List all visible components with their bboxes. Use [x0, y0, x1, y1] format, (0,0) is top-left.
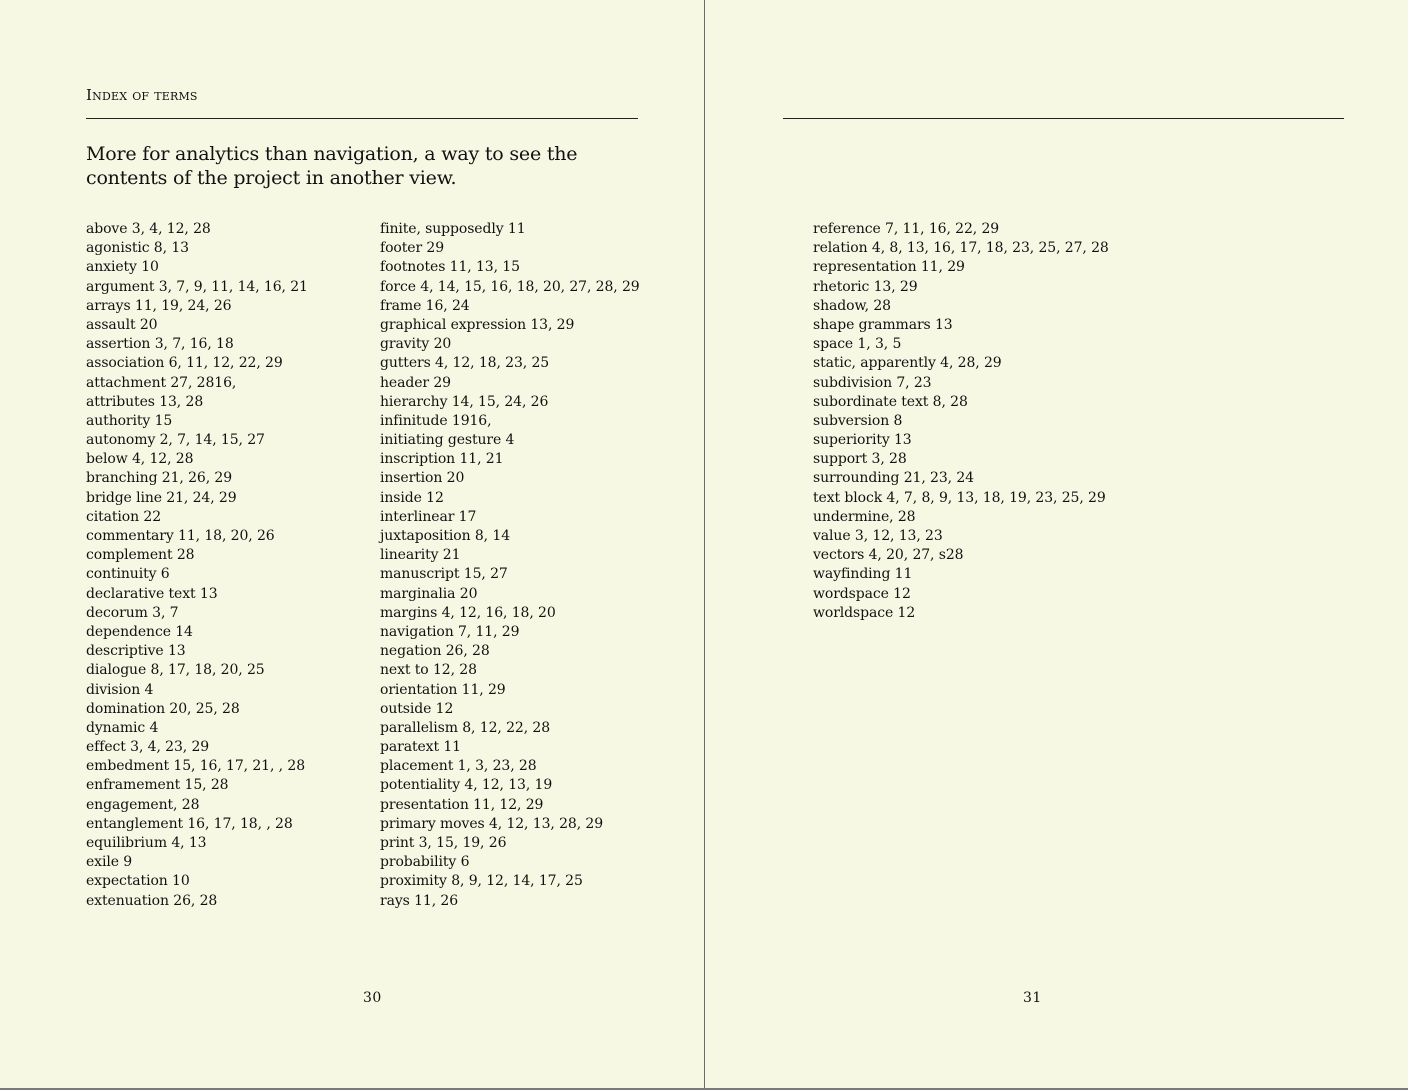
index-entry: surrounding 21, 23, 24	[813, 470, 974, 487]
index-entry: worldspace 12	[813, 604, 916, 621]
index-entry: text block 4, 7, 8, 9, 13, 18, 19, 23, 25, 29	[813, 489, 1106, 506]
index-entry: paratext 11	[380, 739, 461, 756]
index-column-3	[813, 220, 1109, 623]
index-entry: shape grammars 13	[813, 316, 953, 333]
index-entry: reference 7, 11, 16, 22, 29	[813, 221, 1000, 237]
index-column-2	[380, 220, 640, 911]
index-entry: enframement 15, 28	[86, 777, 229, 794]
index-entry: rhetoric 13, 29	[813, 278, 918, 295]
index-entry: orientation 11, 29	[380, 681, 506, 698]
intro-text: More for analytics than navigation, a way to see the contents of the project in another view.	[86, 143, 578, 189]
page-number-left: 30	[363, 990, 382, 1006]
index-entry: descriptive 13	[86, 643, 186, 660]
index-entry: space 1, 3, 5	[813, 336, 902, 353]
index-entry: wordspace 12	[813, 585, 911, 602]
index-entry: effect 3, 4, 23, 29	[86, 739, 210, 756]
index-entry: finite, supposedly 11	[380, 221, 526, 237]
index-entry: hierarchy 14, 15, 24, 26	[380, 393, 549, 410]
index-entry: engagement, 28	[86, 796, 200, 813]
index-entry: equilibrium 4, 13	[86, 835, 207, 851]
index-entry: navigation 7, 11, 29	[380, 623, 520, 640]
index-entry: decorum 3, 7	[86, 604, 179, 621]
index-entry: dynamic 4	[86, 719, 159, 736]
index-entry: marginalia 20	[380, 585, 478, 602]
left-page	[0, 0, 704, 1088]
index-entry: expectation 10	[86, 873, 190, 890]
index-entry: probability 6	[380, 854, 470, 871]
index-entry: citation 22	[86, 508, 162, 525]
index-entry: arrays 11, 19, 24, 26	[86, 297, 232, 314]
index-entry: infinitude 1916,	[380, 412, 492, 429]
index-entry: association 6, 11, 12, 22, 29	[86, 355, 283, 372]
header-rule-left	[86, 118, 638, 119]
page-number-right: 31	[1023, 990, 1042, 1006]
index-entry: parallelism 8, 12, 22, 28	[380, 719, 551, 736]
index-entry: placement 1, 3, 23, 28	[380, 758, 537, 775]
index-entry: representation 11, 29	[813, 259, 965, 276]
index-entry: declarative text 13	[86, 585, 218, 602]
index-entry: support 3, 28	[813, 451, 907, 468]
index-entry: superiority 13	[813, 432, 912, 449]
index-entry: insertion 20	[380, 470, 465, 487]
index-entry: static, apparently 4, 28, 29	[813, 355, 1002, 372]
index-entry: linearity 21	[380, 547, 461, 564]
index-entry: assertion 3, 7, 16, 18	[86, 336, 234, 353]
index-entry: subdivision 7, 23	[813, 374, 932, 391]
index-entry: potentiality 4, 12, 13, 19	[380, 777, 553, 794]
index-entry: subordinate text 8, 28	[813, 393, 968, 410]
index-entry: extenuation 26, 28	[86, 892, 218, 909]
index-entry: presentation 11, 12, 29	[380, 796, 544, 813]
index-entry: undermine, 28	[813, 508, 916, 525]
index-entry: print 3, 15, 19, 26	[380, 835, 507, 851]
index-entry: attachment 27, 2816,	[86, 374, 237, 391]
index-entry: dependence 14	[86, 623, 193, 640]
index-entry: interlinear 17	[380, 508, 477, 525]
index-entry: shadow, 28	[813, 297, 891, 314]
index-entry: initiating gesture 4	[380, 432, 515, 449]
index-entry: force 4, 14, 15, 16, 18, 20, 27, 28, 29	[380, 278, 640, 295]
index-entry: exile 9	[86, 854, 133, 871]
index-entry: attributes 13, 28	[86, 393, 204, 410]
index-entry: footnotes 11, 13, 15	[380, 259, 520, 276]
index-entry: juxtaposition 8, 14	[380, 528, 510, 544]
index-entry: gravity 20	[380, 336, 452, 353]
index-entry: anxiety 10	[86, 259, 159, 276]
index-entry: assault 20	[86, 316, 158, 333]
index-entry: footer 29	[380, 240, 445, 257]
index-entry: below 4, 12, 28	[86, 451, 194, 468]
index-entry: argument 3, 7, 9, 11, 14, 16, 21	[86, 278, 308, 295]
index-entry: negation 26, 28	[380, 643, 490, 660]
header-rule-right	[783, 118, 1344, 119]
index-entry: rays 11, 26	[380, 892, 459, 909]
index-entry: dialogue 8, 17, 18, 20, 25	[86, 662, 265, 679]
index-entry: agonistic 8, 13	[86, 240, 189, 257]
index-entry: autonomy 2, 7, 14, 15, 27	[86, 432, 265, 449]
index-entry: gutters 4, 12, 18, 23, 25	[380, 355, 550, 372]
index-entry: proximity 8, 9, 12, 14, 17, 25	[380, 873, 583, 890]
index-entry: authority 15	[86, 412, 173, 429]
index-entry: margins 4, 12, 16, 18, 20	[380, 604, 556, 621]
index-entry: inside 12	[380, 489, 444, 506]
right-page	[705, 0, 1408, 1088]
index-entry: next to 12, 28	[380, 662, 477, 679]
index-entry: bridge line 21, 24, 29	[86, 489, 237, 506]
index-entry: branching 21, 26, 29	[86, 470, 233, 487]
index-entry: value 3, 12, 13, 23	[813, 528, 943, 544]
index-entry: manuscript 15, 27	[380, 566, 508, 583]
index-entry: embedment 15, 16, 17, 21, , 28	[86, 758, 305, 775]
index-entry: division 4	[86, 681, 154, 698]
index-entry: frame 16, 24	[380, 297, 470, 314]
index-entry: subversion 8	[813, 412, 903, 429]
index-column-1	[86, 220, 308, 911]
index-entry: inscription 11, 21	[380, 451, 504, 468]
index-entry: complement 28	[86, 547, 195, 564]
index-entry: commentary 11, 18, 20, 26	[86, 528, 275, 544]
index-entry: entanglement 16, 17, 18, , 28	[86, 815, 293, 832]
index-entry: primary moves 4, 12, 13, 28, 29	[380, 815, 604, 832]
index-entry: vectors 4, 20, 27, s28	[813, 547, 964, 564]
index-entry: continuity 6	[86, 566, 170, 583]
running-head: Index of terms	[86, 86, 198, 104]
index-entry: outside 12	[380, 700, 454, 717]
index-entry: domination 20, 25, 28	[86, 700, 240, 717]
index-entry: above 3, 4, 12, 28	[86, 221, 211, 237]
index-entry: relation 4, 8, 13, 16, 17, 18, 23, 25, 27, 28	[813, 240, 1109, 257]
index-entry: wayfinding 11	[813, 566, 913, 583]
index-entry: graphical expression 13, 29	[380, 316, 575, 333]
index-entry: header 29	[380, 374, 451, 391]
